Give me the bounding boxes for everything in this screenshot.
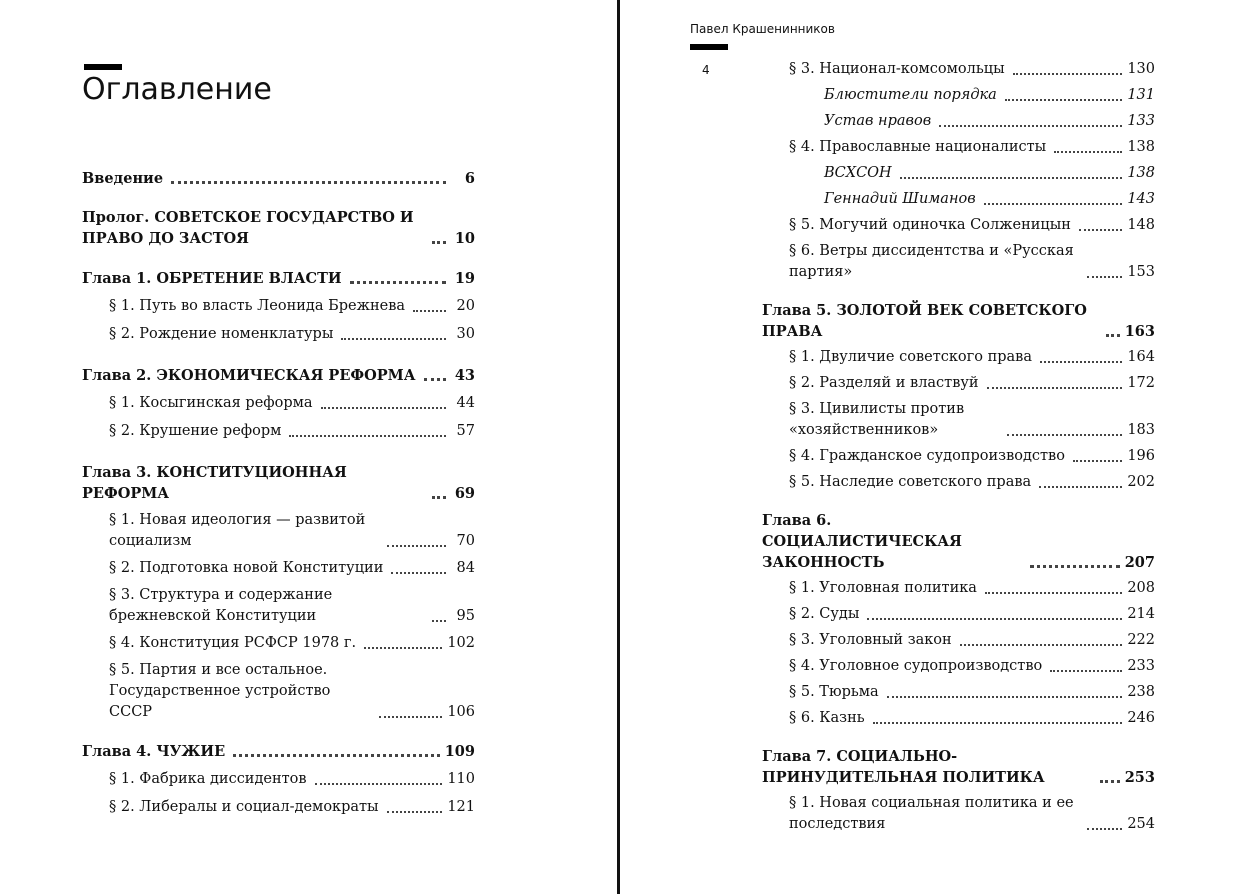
leader-dots xyxy=(289,435,446,437)
toc-entry-section[interactable]: § 2. Разделяй и властвуй 172 xyxy=(789,375,1155,391)
leader-dots xyxy=(413,310,446,312)
toc-entry-section[interactable]: § 5. Могучий одиночка Солженицын 148 xyxy=(789,217,1155,233)
leader-dots xyxy=(432,496,446,499)
leader-dots xyxy=(424,378,446,381)
toc-entry-introduction[interactable]: Введение 6 xyxy=(82,170,475,187)
page-divider xyxy=(617,0,620,894)
leader-dots xyxy=(960,644,1123,646)
leader-dots xyxy=(1087,276,1122,278)
leader-dots xyxy=(887,696,1123,698)
leader-dots xyxy=(364,647,442,649)
leader-dots xyxy=(939,125,1122,127)
leader-dots xyxy=(1079,229,1122,231)
toc-left-column xyxy=(82,168,475,818)
toc-entry-section[interactable]: § 1. Косыгинская реформа 44 xyxy=(109,395,475,411)
leader-dots xyxy=(1073,460,1122,462)
leader-dots xyxy=(341,338,446,340)
toc-entry-section[interactable]: § 3. Национал-комсомольцы 130 xyxy=(789,61,1155,77)
toc-entry-section[interactable]: § 3. Уголовный закон 222 xyxy=(789,632,1155,648)
leader-dots xyxy=(1087,828,1122,830)
leader-dots xyxy=(391,572,446,574)
toc-entry-chapter-6[interactable]: Глава 6. СОЦИАЛИСТИЧЕСКАЯ ЗАКОННОСТЬ 207 xyxy=(762,512,1155,571)
leader-dots xyxy=(379,716,442,718)
toc-right-column xyxy=(762,59,1155,835)
toc-entry-section[interactable]: § 1. Путь во власть Леонида Брежнева 20 xyxy=(109,298,475,314)
leader-dots xyxy=(1054,151,1122,153)
toc-entry-section[interactable]: § 4. Гражданское судопроизводство 196 xyxy=(789,448,1155,464)
toc-entry-subsection[interactable]: ВСХСОН 138 xyxy=(824,165,1155,181)
toc-entry-section[interactable]: § 3. Структура и содержание брежневской Конституции 95 xyxy=(109,587,475,624)
leader-dots xyxy=(1040,361,1122,363)
leader-dots xyxy=(387,811,443,813)
leader-dots xyxy=(387,545,446,547)
toc-entry-section[interactable]: § 6. Ветры диссидентства и «Русская партия» 153 xyxy=(789,243,1155,280)
toc-entry-subsection[interactable]: Геннадий Шиманов 143 xyxy=(824,191,1155,207)
leader-dots xyxy=(867,618,1122,620)
toc-entry-chapter-7[interactable]: Глава 7. СОЦИАЛЬНО-ПРИНУДИТЕЛЬНАЯ ПОЛИТИКА 253 xyxy=(762,748,1155,786)
toc-entry-section[interactable]: § 6. Казнь 246 xyxy=(789,710,1155,726)
toc-entry-section[interactable]: § 3. Цивилисты против «хозяйственников» 183 xyxy=(789,401,1155,438)
leader-dots xyxy=(984,203,1123,205)
toc-entry-section[interactable]: § 1. Фабрика диссидентов 110 xyxy=(109,771,475,787)
leader-dots xyxy=(1050,670,1122,672)
toc-entry-chapter-3[interactable]: Глава 3. КОНСТИТУЦИОННАЯ РЕФОРМА 69 xyxy=(82,464,475,502)
toc-entry-section[interactable]: § 1. Двуличие советского права 164 xyxy=(789,349,1155,365)
header-accent-bar xyxy=(690,44,728,50)
toc-entry-section[interactable]: § 2. Крушение реформ 57 xyxy=(109,423,475,439)
toc-entry-section[interactable]: § 1. Новая идеология — развитой социализм 70 xyxy=(109,512,475,549)
toc-entry-subsection[interactable]: Блюстители порядка 131 xyxy=(824,87,1155,103)
leader-dots xyxy=(315,783,443,785)
toc-entry-section[interactable]: § 5. Наследие советского права 202 xyxy=(789,474,1155,490)
running-header-author: Павел Крашенинников xyxy=(690,22,835,36)
toc-entry-section[interactable]: § 5. Тюрьма 238 xyxy=(789,684,1155,700)
toc-entry-section[interactable]: § 4. Православные националисты 138 xyxy=(789,139,1155,155)
page-title: Оглавление xyxy=(82,72,272,107)
leader-dots xyxy=(1030,565,1120,568)
toc-entry-prologue[interactable]: Пролог. СОВЕТСКОЕ ГОСУДАРСТВО И ПРАВО ДО ЗАСТОЯ 10 xyxy=(82,209,475,247)
leader-dots xyxy=(1039,486,1122,488)
toc-entry-section[interactable]: § 4. Конституция РСФСР 1978 г. 102 xyxy=(109,635,475,651)
toc-entry-chapter-4[interactable]: Глава 4. ЧУЖИЕ 109 xyxy=(82,743,475,760)
leader-dots xyxy=(985,592,1122,594)
leader-dots xyxy=(900,177,1123,179)
leader-dots xyxy=(1100,780,1120,783)
leader-dots xyxy=(350,281,446,284)
toc-entry-chapter-1[interactable]: Глава 1. ОБРЕТЕНИЕ ВЛАСТИ 19 xyxy=(82,270,475,287)
toc-entry-chapter-5[interactable]: Глава 5. ЗОЛОТОЙ ВЕК СОВЕТСКОГО ПРАВА 163 xyxy=(762,302,1155,340)
leader-dots xyxy=(1013,73,1123,75)
toc-entry-section[interactable]: § 2. Либералы и социал-демократы 121 xyxy=(109,799,475,815)
leader-dots xyxy=(432,620,446,622)
page-number: 4 xyxy=(702,63,710,77)
leader-dots xyxy=(1007,434,1122,436)
toc-entry-section[interactable]: § 2. Суды 214 xyxy=(789,606,1155,622)
leader-dots xyxy=(321,407,446,409)
toc-entry-section[interactable]: § 2. Подготовка новой Конституции 84 xyxy=(109,560,475,576)
leader-dots xyxy=(432,241,446,244)
toc-entry-subsection[interactable]: Устав нравов 133 xyxy=(824,113,1155,129)
leader-dots xyxy=(1106,334,1120,337)
toc-entry-section[interactable]: § 1. Новая социальная политика и ее последствия 254 xyxy=(789,795,1155,832)
leader-dots xyxy=(233,754,440,757)
toc-entry-section[interactable]: § 5. Партия и все остальное. Государственное устройство СССР 106 xyxy=(109,662,475,720)
leader-dots xyxy=(873,722,1123,724)
leader-dots xyxy=(987,387,1123,389)
toc-entry-section[interactable]: § 1. Уголовная политика 208 xyxy=(789,580,1155,596)
leader-dots xyxy=(1005,99,1122,101)
toc-entry-chapter-2[interactable]: Глава 2. ЭКОНОМИЧЕСКАЯ РЕФОРМА 43 xyxy=(82,367,475,384)
leader-dots xyxy=(171,181,446,184)
toc-entry-section[interactable]: § 4. Уголовное судопроизводство 233 xyxy=(789,658,1155,674)
toc-entry-section[interactable]: § 2. Рождение номенклатуры 30 xyxy=(109,326,475,342)
